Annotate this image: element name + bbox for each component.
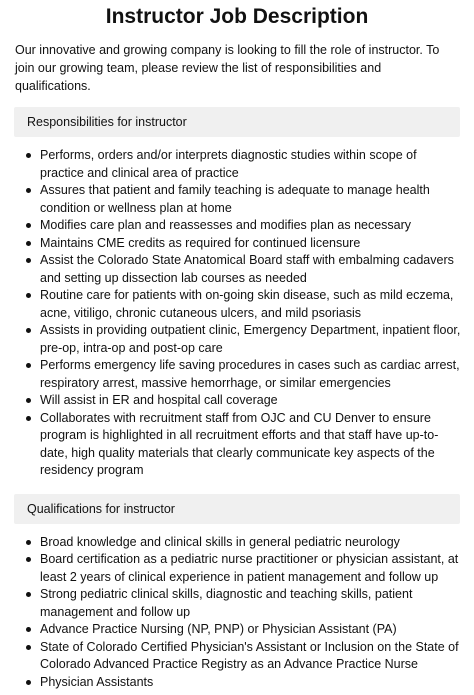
- list-item: Assists in providing outpatient clinic, Emergency Department, inpatient floor, pre-op, intra-op and post-op care: [40, 322, 462, 357]
- page-title: Instructor Job Description: [105, 5, 369, 28]
- responsibilities-header: Responsibilities for instructor: [14, 107, 460, 137]
- qualifications-list: [0, 534, 462, 692]
- list-item: Advance Practice Nursing (NP, PNP) or Physician Assistant (PA): [40, 621, 462, 639]
- intro-paragraph: Our innovative and growing company is looking to fill the role of instructor. To join our growing team, please review the list of responsibilities and qualifications.: [15, 43, 440, 93]
- list-item: Performs, orders and/or interprets diagnostic studies within scope of practice and clinical area of practice: [40, 147, 462, 182]
- list-item: State of Colorado Certified Physician's Assistant or Inclusion on the State of Colorado Advanced Practice Registry as an Advance Practice Nurse: [40, 639, 462, 674]
- list-item: Assures that patient and family teaching is adequate to manage health condition or wellness plan at home: [40, 182, 462, 217]
- list-item: Board certification as a pediatric nurse practitioner or physician assistant, at least 2 years of clinical experience in patient management and follow up: [40, 551, 462, 586]
- list-item: Strong pediatric clinical skills, diagnostic and teaching skills, patient management and follow up: [40, 586, 462, 621]
- list-item: Performs emergency life saving procedures in cases such as cardiac arrest, respiratory arrest, massive hemorrhage, or similar emergencies: [40, 357, 462, 392]
- list-item: Routine care for patients with on-going skin disease, such as mild eczema, acne, vitiligo, chronic cutaneous ulcers, and mild psoriasis: [40, 287, 462, 322]
- list-item: Assist the Colorado State Anatomical Board staff with embalming cadavers and setting up dissection lab courses as needed: [40, 252, 462, 287]
- list-item: Will assist in ER and hospital call coverage: [40, 392, 462, 410]
- list-item: Collaborates with recruitment staff from OJC and CU Denver to ensure program is highlighted in all recruitment efforts and that staff have up-to-date, high quality materials that clearly communicate key aspects of the residency program: [40, 410, 462, 480]
- list-item: Modifies care plan and reassesses and modifies plan as necessary: [40, 217, 462, 235]
- responsibilities-list: [0, 147, 462, 480]
- qualifications-header: Qualifications for instructor: [14, 494, 460, 524]
- list-item: Broad knowledge and clinical skills in general pediatric neurology: [40, 534, 462, 552]
- list-item: Physician Assistants: [40, 674, 462, 692]
- list-item: Maintains CME credits as required for continued licensure: [40, 235, 462, 253]
